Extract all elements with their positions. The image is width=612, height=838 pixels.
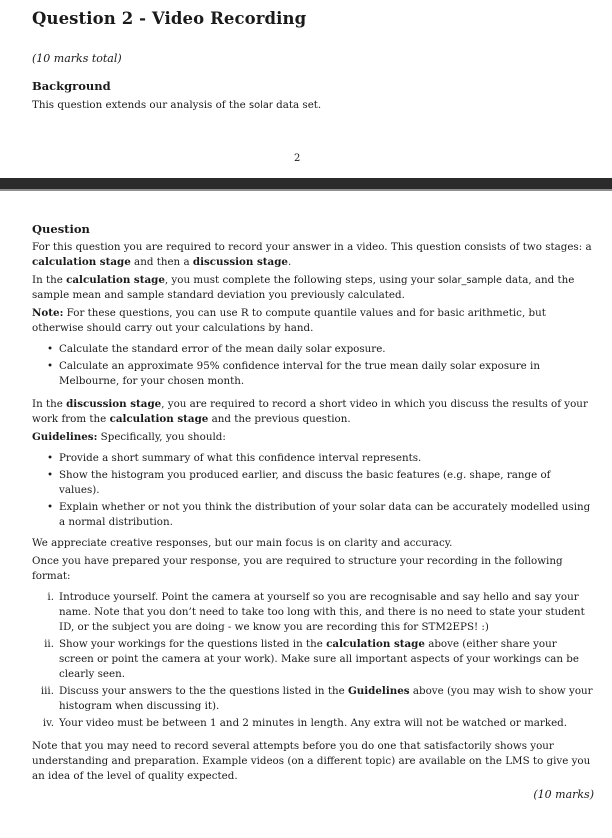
list-item: iii. Discuss your answers to the the questions listed in the Guidelines above (you may wish to show your histogram when discussing it). <box>40 685 593 712</box>
discussion-paragraph: In the discussion stage, you are required to record a short video in which you discuss the results of your work from the calculation stage and the previous question. <box>32 398 588 425</box>
list-item: • Calculate an approximate 95% confidence interval for the true mean daily solar exposure in Melbourne, for your chosen month. <box>47 360 540 387</box>
code-solar: solar <box>249 100 273 111</box>
bullet-icon: • <box>47 501 54 513</box>
final-marks: (10 marks) <box>533 788 594 801</box>
list-item: i. Introduce yourself. Point the camera at yourself so you are recognisable and say hello and say your name. Note that you don’t need to take too long with this, and there is no need to state your student ID, or the subject you are doing - we know you are recording this for STM2EPS! :) <box>47 591 585 633</box>
list-item: ii. Show your workings for the questions listed in the calculation stage above (either share your screen or point the camera at your work). Make sure all important aspects of your workings can be clearly seen. <box>44 638 579 680</box>
calculation-list <box>32 342 594 389</box>
marks-total: (10 marks total) <box>32 52 122 65</box>
code-solar-sample: solar_sample <box>437 275 503 286</box>
calculation-paragraph: In the calculation stage, you must complete the following steps, using your solar_sample data, and the sample mean and sample standard deviation you previously calculated. <box>32 274 575 301</box>
question-title: Question 2 - Video Recording <box>32 9 307 28</box>
page-number: 2 <box>294 153 301 164</box>
list-item: iv. Your video must be between 1 and 2 minutes in length. Any extra will not be watched or marked. <box>42 717 568 729</box>
intro-paragraph: For this question you are required to record your answer in a video. This question consists of two stages: a calculation stage and then a discussion stage. <box>32 241 592 268</box>
question-body <box>32 222 594 802</box>
background-text: This question extends our analysis of the solar data set. <box>32 99 322 111</box>
bullet-icon: • <box>47 469 54 481</box>
steps-list <box>32 590 594 731</box>
appreciate-paragraph: We appreciate creative responses, but our main focus is on clarity and accuracy. <box>32 537 453 549</box>
list-item: • Explain whether or not you think the distribution of your solar data can be accurately modelled using a normal distribution. <box>47 501 591 528</box>
bullet-icon: • <box>47 343 54 355</box>
background-heading: Background <box>32 79 111 93</box>
list-item: • Show the histogram you produced earlier, and discuss the basic features (e.g. shape, range of values). <box>47 469 551 496</box>
bullet-icon: • <box>47 452 54 464</box>
guidelines-list <box>32 451 594 530</box>
format-intro-paragraph: Once you have prepared your response, you are required to structure your recording in the following format: <box>32 555 563 582</box>
page-2 <box>0 191 612 838</box>
bullet-icon: • <box>47 360 54 372</box>
closing-paragraph: Note that you may need to record several attempts before you do one that satisfactorily shows your understanding and preparation. Example videos (on a different topic) are available on the LMS to give you an idea of the level of quality expected. <box>32 740 591 782</box>
question-heading: Question <box>32 222 90 236</box>
list-item: • Calculate the standard error of the mean daily solar exposure. <box>47 343 386 355</box>
note-paragraph: Note: For these questions, you can use R to compute quantile values and for basic arithmetic, but otherwise should carry out your calculations by hand. <box>32 307 546 334</box>
guidelines-paragraph: Guidelines: Specifically, you should: <box>32 431 226 443</box>
list-item: • Provide a short summary of what this confidence interval represents. <box>47 452 422 464</box>
page-1 <box>0 0 612 178</box>
